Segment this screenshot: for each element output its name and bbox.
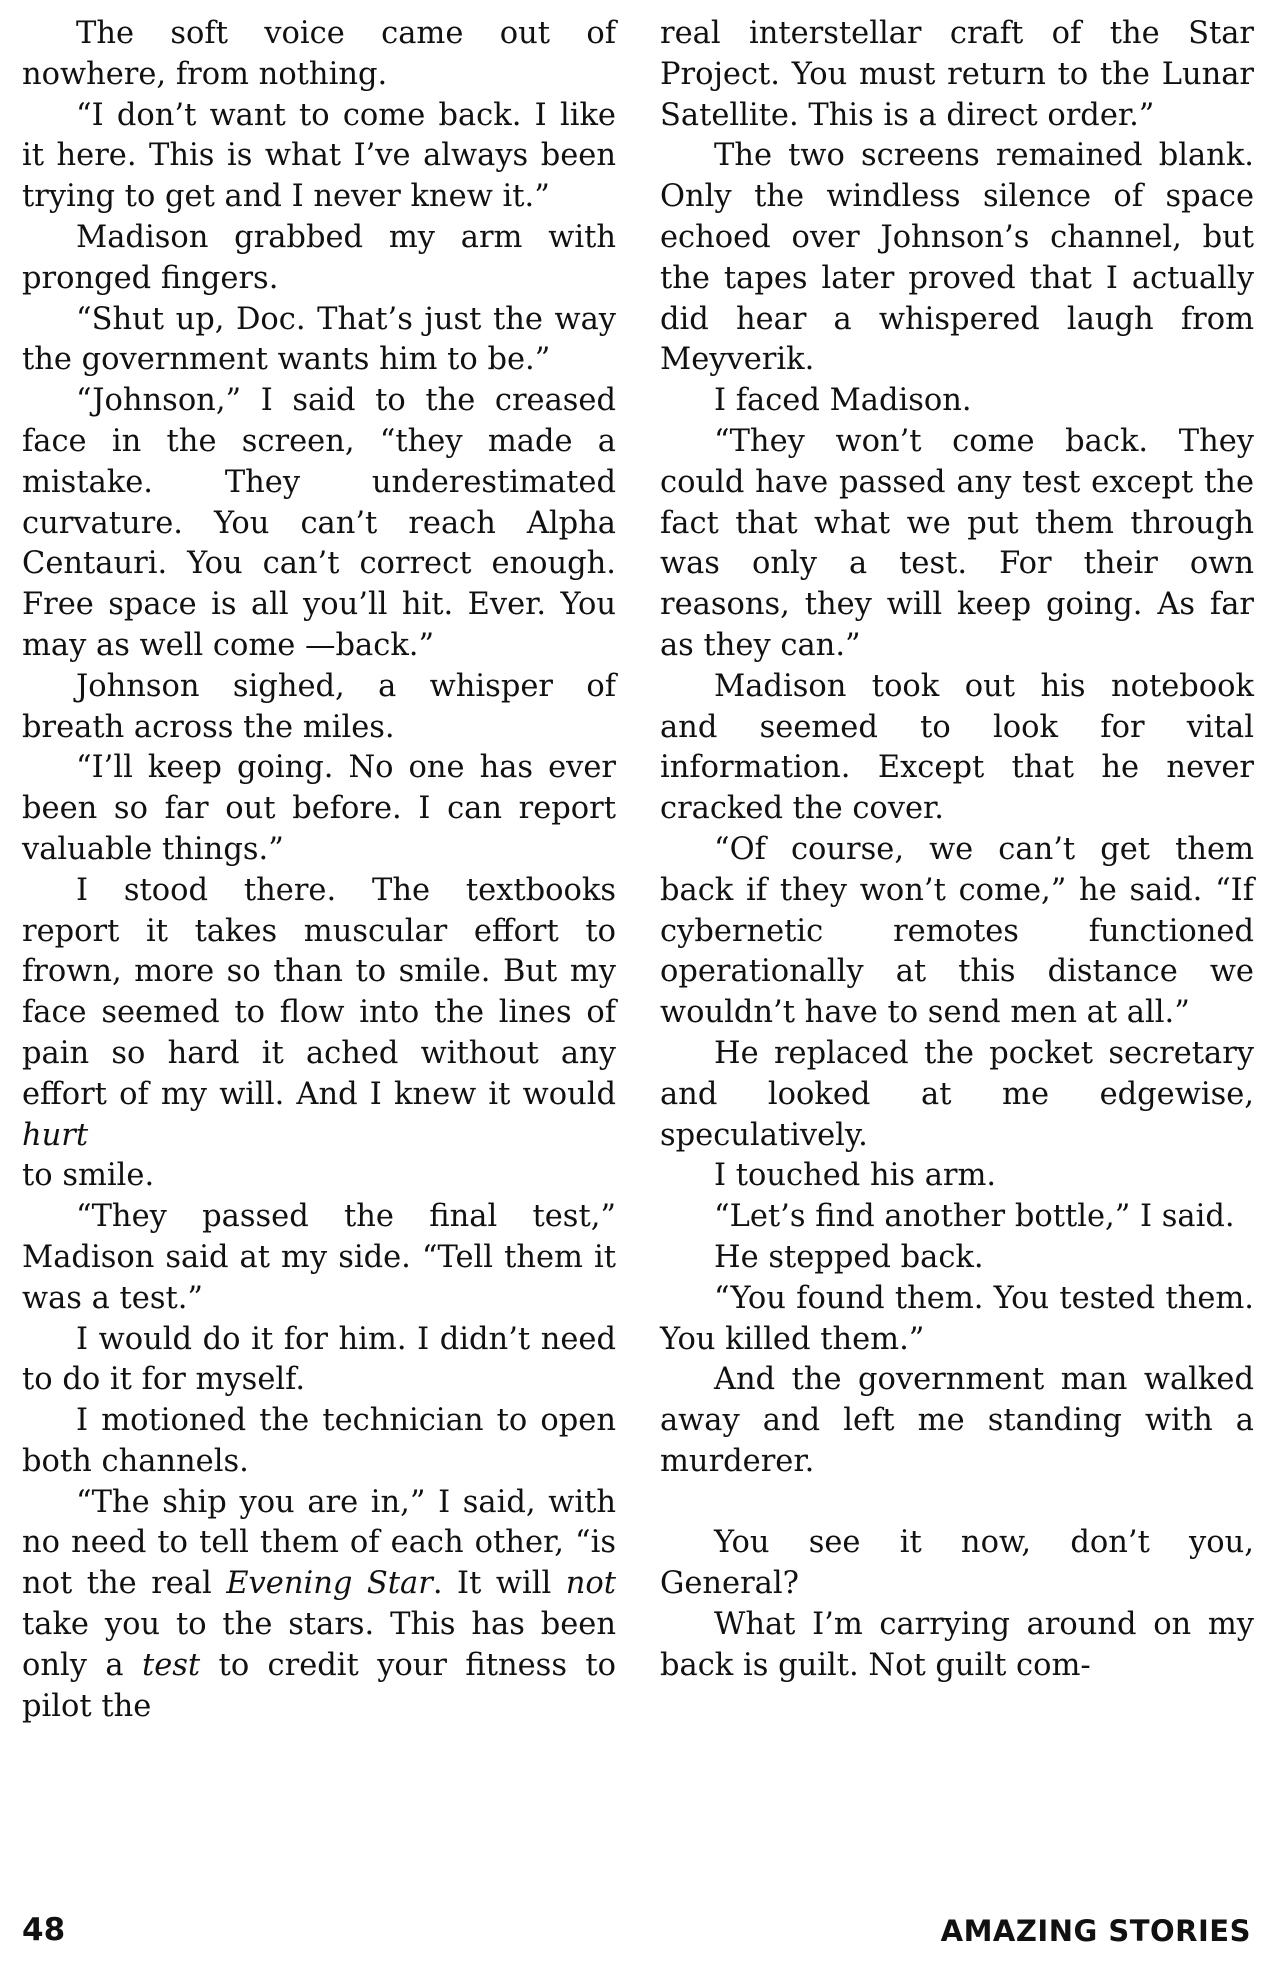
- paragraph: “I don’t want to come back. I like it here. This is what I’ve always been trying to get and I never knew it.”: [22, 97, 616, 215]
- paragraph: [22, 871, 616, 1157]
- paragraph: “Johnson,” I said to the creased face in the screen, “they made a mistake. They underestimated curvature. You can’t reach Alpha Centauri. You can’t correct enough. Free space is all you’ll hit. Ever. You may as well come —back.”: [22, 383, 616, 663]
- paragraph: “You found them. You tested them. You killed them.”: [660, 1280, 1254, 1357]
- text-run: I stood there. The textbooks report it takes muscular effort to frown, more so than to smile. But my face seemed to flow into the lines of pain so hard it ached without any effort of my will. And I knew it would: [22, 872, 616, 1112]
- paragraph: The soft voice came out of nowhere, from nothing.: [22, 16, 616, 92]
- paragraph: “Of course, we can’t get them back if they won’t come,” he said. “If cybernetic remotes functioned operationally at this distance we wouldn’t have to send men at all.”: [660, 831, 1254, 1031]
- running-footer-title: AMAZING STORIES: [940, 1914, 1251, 1948]
- text-run: “The ship you are in,” I said, with no need to tell them of each other, “is not the real: [22, 1484, 616, 1602]
- paragraph: “Shut up, Doc. That’s just the way the government wants him to be.”: [22, 301, 616, 378]
- paragraph: I touched his arm.: [714, 1158, 997, 1194]
- right-column: [660, 14, 1254, 1687]
- text-run: . It will: [432, 1566, 566, 1602]
- italic-text: test: [141, 1647, 201, 1683]
- text-run: to credit your fitness to pilot the: [22, 1647, 616, 1724]
- text-run: take you to the stars. This has been only a: [22, 1607, 616, 1683]
- italic-text: hurt: [22, 1117, 89, 1153]
- paragraph: “They won’t come back. They could have passed any test except the fact that what we put them through was only a test. For their own reasons, they will keep going. As far as they can.”: [660, 423, 1254, 663]
- paragraph: I would do it for him. I didn’t need to do it for myself.: [22, 1321, 616, 1398]
- paragraph: I faced Madison.: [714, 383, 972, 419]
- paragraph: What I’m carrying around on my back is guilt. Not guilt com-: [660, 1607, 1254, 1683]
- paragraph-continuation: to smile.: [22, 1158, 155, 1194]
- paragraph: [22, 1483, 616, 1728]
- page-number: 48: [22, 1912, 66, 1948]
- paragraph: He stepped back.: [714, 1239, 984, 1275]
- left-column: [22, 14, 616, 1727]
- paragraph: I motioned the technician to open both channels.: [22, 1403, 616, 1479]
- paragraph: He replaced the pocket secretary and looked at me edgewise, speculatively.: [660, 1035, 1254, 1153]
- paragraph: Madison grabbed my arm with pronged fingers.: [22, 219, 616, 296]
- paragraph: Madison took out his notebook and seemed to look for vital information. Except that he never cracked the cover.: [660, 668, 1254, 827]
- italic-text: Evening Star: [226, 1566, 433, 1602]
- paragraph: The two screens remained blank. Only the windless silence of space echoed over Johnson’s channel, but the tapes later proved that I actually did hear a whispered laugh from Meyverik.: [660, 138, 1254, 378]
- italic-text: not: [565, 1566, 616, 1602]
- paragraph: “Let’s find another bottle,” I said.: [714, 1199, 1235, 1235]
- paragraph-continuation: real interstellar craft of the Star Project. You must return to the Lunar Satellite. This is a direct order.”: [660, 16, 1254, 133]
- paragraph: Johnson sighed, a whisper of breath across the miles.: [22, 668, 616, 745]
- paragraph: “They passed the final test,” Madison said at my side. “Tell them it was a test.”: [22, 1199, 616, 1316]
- paragraph: And the government man walked away and left me standing with a murderer.: [660, 1362, 1254, 1479]
- paragraph: You see it now, don’t you, General?: [660, 1525, 1254, 1602]
- paragraph: “I’ll keep going. No one has ever been so far out before. I can report valuable things.”: [22, 750, 616, 867]
